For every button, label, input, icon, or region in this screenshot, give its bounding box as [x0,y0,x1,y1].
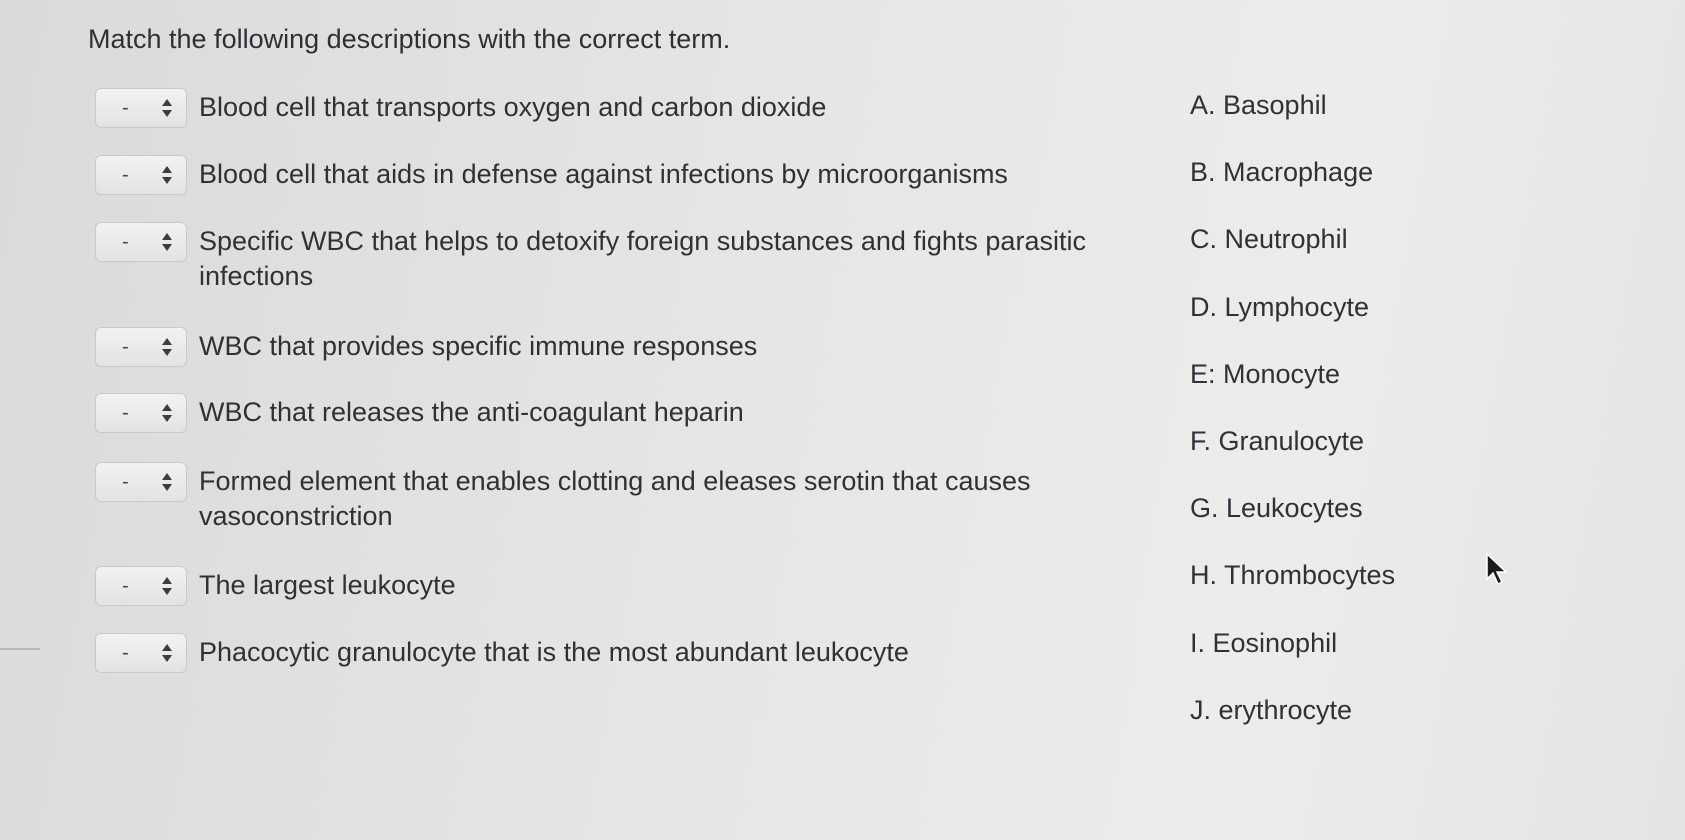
sort-arrows-icon [162,642,172,664]
option-c: C. Neutrophil [1190,224,1348,254]
sort-arrows-icon [162,231,172,253]
answer-select-value: - [122,402,129,424]
sort-arrows-icon [162,575,172,597]
answer-select-1[interactable] [95,88,187,128]
sort-arrows-icon [162,97,172,119]
option-g: G. Leukocytes [1190,493,1363,523]
question-text-3: Specific WBC that helps to detoxify foreign substances and fights parasitic infections [199,226,1086,291]
option-f: F. Granulocyte [1190,426,1365,456]
answer-select-value: - [122,231,129,253]
question-text-7: The largest leukocyte [199,570,456,600]
option-d: D. Lymphocyte [1190,292,1370,322]
option-a: A. Basophil [1190,90,1327,120]
answer-select-value: - [122,575,129,597]
answer-select-5[interactable] [95,393,187,433]
question-text-8: Phacocytic granulocyte that is the most abundant leukocyte [199,637,909,667]
answer-select-value: - [122,97,129,119]
question-text-2: Blood cell that aids in defense against infections by microorganisms [199,159,1008,189]
sort-arrows-icon [162,336,172,358]
answer-select-7[interactable] [95,566,187,606]
option-i: I. Eosinophil [1190,628,1338,658]
sort-arrows-icon [162,471,172,493]
sort-arrows-icon [162,402,172,424]
option-j: J. erythrocyte [1190,695,1353,725]
option-b: B. Macrophage [1190,157,1374,187]
answer-select-value: - [122,471,129,493]
answer-select-3[interactable] [95,222,187,262]
answer-select-value: - [122,164,129,186]
answer-select-8[interactable] [95,633,187,673]
answer-select-6[interactable] [95,462,187,502]
question-text-6: Formed element that enables clotting and eleases serotin that causes vasoconstriction [199,466,1031,531]
question-text-5: WBC that releases the anti-coagulant heparin [199,397,744,427]
sort-arrows-icon [162,164,172,186]
option-h: H. Thrombocytes [1190,560,1396,590]
answer-select-2[interactable] [95,155,187,195]
option-e: E: Monocyte [1190,359,1341,389]
answer-select-value: - [122,336,129,358]
answer-select-value: - [122,642,129,664]
mouse-pointer-icon [1486,553,1510,587]
question-text-4: WBC that provides specific immune responses [199,331,758,361]
question-instructions: Match the following descriptions with the correct term. [88,24,731,54]
answer-select-4[interactable] [95,327,187,367]
question-text-1: Blood cell that transports oxygen and carbon dioxide [199,92,827,122]
edge-divider [0,648,40,650]
